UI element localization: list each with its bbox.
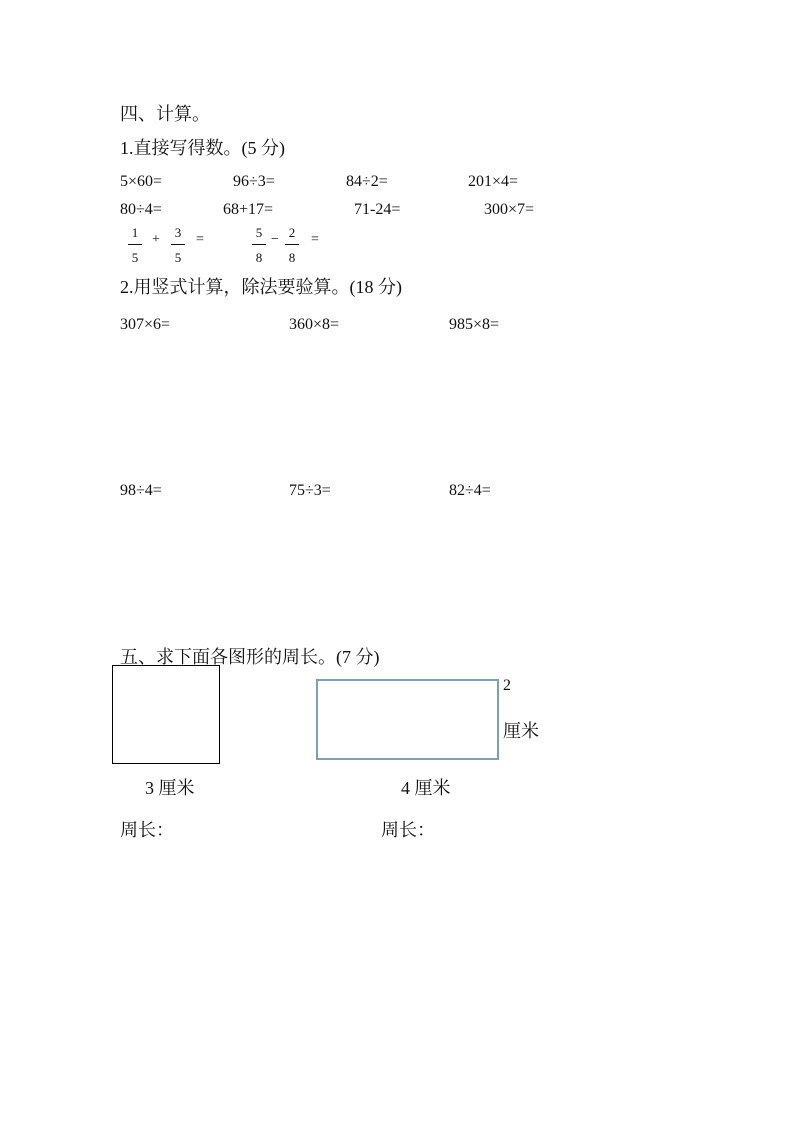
fraction-denominator: 5: [131, 250, 139, 265]
square-side-label: 3 厘米: [145, 778, 195, 798]
rectangle-figure: [316, 679, 499, 760]
fraction-numerator: 2: [288, 225, 296, 240]
problem-q2-r1-3: 985×8=: [449, 316, 500, 333]
fraction-numerator: 3: [174, 225, 182, 240]
fraction-numerator: 1: [131, 225, 139, 240]
question-1-title: 1.直接写得数。(5 分): [120, 138, 285, 158]
fraction-bar: [128, 244, 142, 245]
problem-q2-r1-2: 360×8=: [289, 316, 340, 333]
plus-operator: +: [152, 232, 160, 247]
fraction-bar: [252, 244, 266, 245]
problem-q1-r2-1: 80÷4=: [120, 201, 162, 218]
problem-q2-r2-2: 75÷3=: [289, 482, 331, 499]
problem-q1-r1-1: 5×60=: [120, 173, 163, 190]
problem-q1-r1-3: 84÷2=: [346, 173, 388, 190]
perimeter-label-rectangle: 周长：: [381, 820, 435, 840]
square-figure: [112, 665, 220, 764]
fraction-numerator: 5: [255, 225, 263, 240]
rect-height-unit: 厘米: [503, 721, 539, 741]
section-4-title: 四、计算。: [120, 104, 210, 124]
fraction-1-5: [128, 226, 142, 264]
fraction-denominator: 8: [255, 250, 263, 265]
equals-sign: =: [196, 232, 204, 247]
question-2-title: 2.用竖式计算，除法要验算。(18 分): [120, 277, 402, 297]
fraction-3-5: [171, 226, 185, 264]
problem-q1-r1-4: 201×4=: [468, 173, 519, 190]
minus-operator: −: [271, 232, 279, 247]
problem-q2-r1-1: 307×6=: [120, 316, 171, 333]
problem-q2-r2-1: 98÷4=: [120, 482, 162, 499]
problem-q2-r2-3: 82÷4=: [449, 482, 491, 499]
rect-width-label: 4 厘米: [401, 778, 451, 798]
fraction-5-8: [252, 226, 266, 264]
rect-height-value: 2: [503, 677, 511, 694]
problem-q1-r2-4: 300×7=: [484, 201, 535, 218]
fraction-bar: [285, 244, 299, 245]
fraction-2-8: [285, 226, 299, 264]
fraction-bar: [171, 244, 185, 245]
fraction-denominator: 5: [174, 250, 182, 265]
problem-q1-r2-3: 71-24=: [354, 201, 401, 218]
fraction-denominator: 8: [288, 250, 296, 265]
equals-sign: =: [311, 232, 319, 247]
perimeter-label-square: 周长：: [120, 820, 174, 840]
problem-q1-r2-2: 68+17=: [223, 201, 274, 218]
section-5-title: 五、求下面各图形的周长。(7 分): [120, 647, 380, 667]
problem-q1-r1-2: 96÷3=: [233, 173, 275, 190]
